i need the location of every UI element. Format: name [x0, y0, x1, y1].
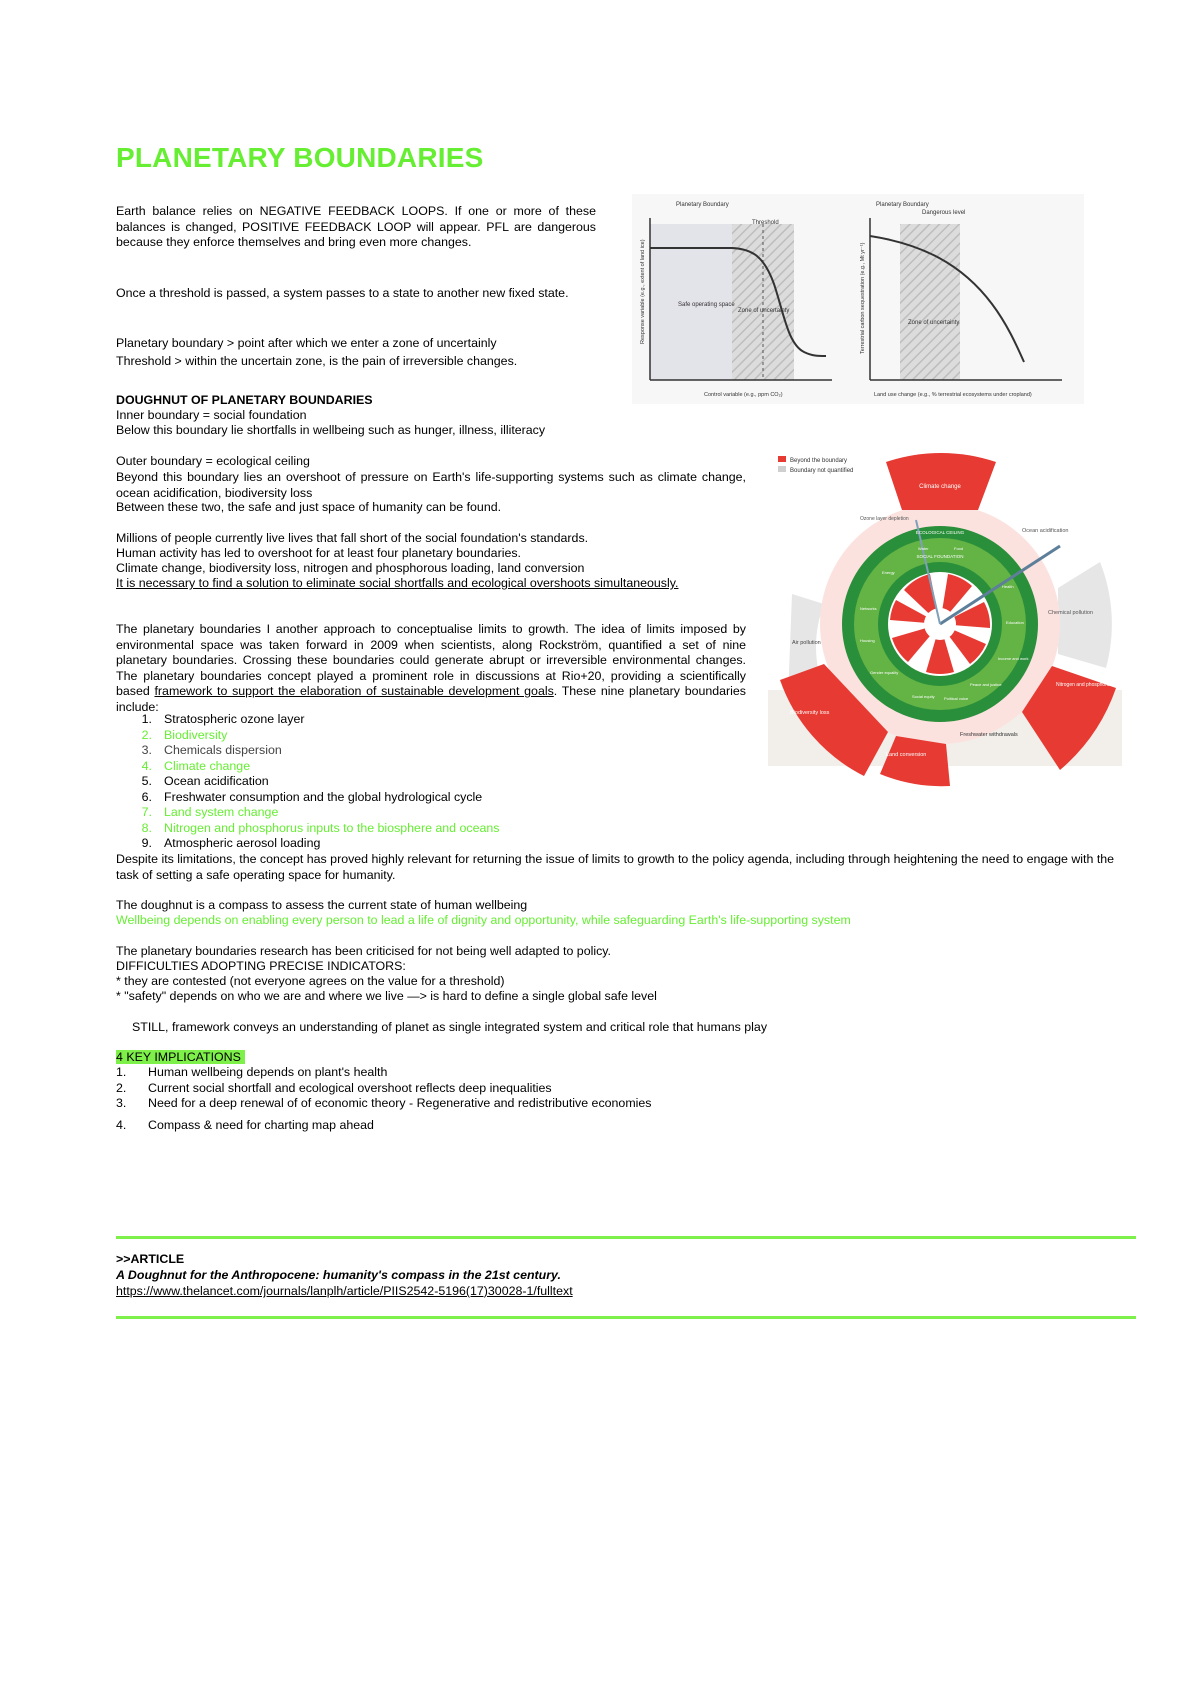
list-item: 3. Chemicals dispersion [141, 743, 282, 757]
implications-heading [116, 1050, 245, 1066]
pb-paragraph [116, 622, 746, 715]
millions-line-2: Human activity has led to overshoot for at least four planetary boundaries. [116, 546, 521, 560]
freshwater-label: Freshwater withdrawals [960, 732, 1018, 738]
list-item: 3. Need for a deep renewal of of economic theory - Regenerative and redistributive economies [116, 1096, 652, 1110]
implications-list [116, 1065, 1116, 1133]
doughnut-figure [768, 450, 1130, 766]
article-link[interactable]: https://www.thelancet.com/journals/lanplh/article/PIIS2542-5196(17)30028-1/fulltext [116, 1284, 573, 1298]
nitrogen-label: Nitrogen and phosphorus loading [1056, 682, 1130, 688]
inner-housing-label: Housing [860, 638, 875, 643]
still-statement: STILL, framework conveys an understanding of planet as single integrated system and critical role that humans play [132, 1020, 768, 1034]
article-label: >>ARTICLE [116, 1252, 185, 1266]
right-xlabel: Land use change (e.g., % terrestrial ecosystems under cropland) [874, 392, 1032, 398]
doughnut-heading: DOUGHNUT OF PLANETARY BOUNDARIES [116, 393, 373, 407]
right-zone-label: Zone of uncertainty [908, 320, 960, 326]
inner-food-label: Food [954, 546, 964, 551]
list-item: 4. Climate change [141, 758, 251, 773]
legend-beyond-label: Beyond the boundary [790, 458, 848, 464]
doughnut-line-5: Between these two, the safe and just space of humanity can be found. [116, 500, 502, 514]
biodiversity-loss-label: Biodiversity loss [790, 710, 830, 716]
article-bottom-rule [116, 1316, 1136, 1319]
doughnut-line-2: Below this boundary lie shortfalls in wellbeing such as hunger, illness, illiteracy [116, 423, 546, 437]
land-conversion-label: Land conversion [886, 752, 927, 758]
legend-not-quantified-label: Boundary not quantified [790, 468, 854, 474]
intro-paragraph-2: Once a threshold is passed, a system passes to a state to another new fixed state. [116, 286, 569, 300]
left-boundary-label: Planetary Boundary [676, 202, 729, 208]
doughnut-line-4: Beyond this boundary lies an overshoot of pressure on Earth's life-supporting systems such as climate change, ocean acidification, biodiversity loss [116, 470, 746, 500]
inner-equity-label: Social equity [912, 694, 935, 699]
inner-networks-label: Networks [860, 606, 877, 611]
list-item: 7. Land system change [141, 805, 279, 819]
list-item: 5. Ocean acidification [141, 774, 269, 788]
inner-income-label: Income and work [998, 656, 1029, 661]
criticised-line-4: * "safety" depends on who we are and where we live —> is hard to define a single global safe level [116, 989, 657, 1003]
chemical-pollution-label: Chemical pollution [1048, 610, 1093, 616]
pb-paragraph-tail: . These nine planetary boundaries include: [116, 684, 747, 714]
list-item: 1. Stratospheric ozone layer [141, 712, 305, 726]
page-title: PLANETARY BOUNDARIES [116, 142, 484, 173]
ocean-acidification-label: Ocean acidification [1022, 528, 1069, 534]
climate-change-label: Climate change [919, 484, 961, 490]
right-ylabel: Terrestrial carbon sequestration (e.g., Mt yr⁻¹) [860, 242, 866, 354]
boundaries-list [116, 712, 756, 852]
despite-paragraph: Despite its limitations, the concept has proved highly relevant for returning the issue of limits to growth to the policy agenda, including through heightening the need to engage with the task of setting a safe operating space for humanity. [116, 852, 1115, 882]
criticised-line-2: DIFFICULTIES ADOPTING PRECISE INDICATORS: [116, 959, 406, 973]
air-pollution-label: Air pollution [792, 640, 821, 646]
doughnut-line-3: Outer boundary = ecological ceiling [116, 454, 310, 468]
list-item: 6. Freshwater consumption and the global hydrological cycle [141, 789, 483, 804]
inner-energy-label: Energy [882, 570, 895, 575]
millions-line-3: Climate change, biodiversity loss, nitrogen and phosphorous loading, land conversion [116, 561, 585, 575]
intro-paragraph-3: Planetary boundary > point after which we enter a zone of uncertainly [116, 336, 497, 350]
right-uncertainty-zone [900, 224, 960, 380]
intro-paragraph-4: Threshold > within the uncertain zone, is the pain of irreversible changes. [116, 354, 518, 368]
inner-gender-label: Gender equality [870, 670, 899, 675]
inner-water-label: Water [918, 546, 929, 551]
inner-peace-label: Peace and justice [970, 682, 1002, 687]
article-title: A Doughnut for the Anthropocene: humanity's compass in the 21st century. [116, 1268, 561, 1282]
legend-grey-swatch [778, 466, 786, 472]
social-foundation-label: SOCIAL FOUNDATION [916, 554, 964, 559]
inner-education-label: Education [1006, 620, 1024, 625]
necessary-statement: It is necessary to find a solution to eliminate social shortfalls and ecological overshoots simultaneously. [116, 576, 679, 590]
article-top-rule [116, 1236, 1136, 1239]
list-item: 8. Nitrogen and phosphorus inputs to the biosphere and oceans [141, 820, 500, 835]
inner-political-label: Political voice [944, 696, 969, 701]
legend-red-swatch [778, 456, 786, 462]
list-item: 2. Current social shortfall and ecological overshoot reflects deep inequalities [116, 1080, 552, 1095]
framework-phrase: framework to support the elaboration of sustainable development goals [154, 684, 554, 698]
list-item: 1. Human wellbeing depends on plant's health [116, 1065, 388, 1079]
millions-line-1: Millions of people currently live lives that fall short of the social foundation's standards. [116, 531, 589, 545]
compass-statement: The doughnut is a compass to assess the current state of human wellbeing [116, 898, 528, 912]
left-zone-label: Zone of uncertainty [738, 308, 790, 314]
list-item: 4. Compass & need for charting map ahead [116, 1117, 374, 1132]
ozone-label: Ozone layer depletion [860, 516, 909, 522]
implications-heading-text: 4 KEY IMPLICATIONS [116, 1050, 245, 1064]
left-safe-label: Safe operating space [678, 302, 735, 308]
inner-health-label: Health [1002, 584, 1014, 589]
intro-paragraph-1: Earth balance relies on NEGATIVE FEEDBACK LOOPS. If one or more of these balances is changed, POSITIVE FEEDBACK LOOP will appear. PFL are dangerous because they enforce themselves and bring even more changes. [116, 204, 596, 249]
left-xlabel: Control variable (e.g., ppm CO₂) [704, 392, 783, 398]
ecological-ceiling-label: ECOLOGICAL CEILING [915, 530, 965, 535]
list-item: 2. Biodiversity [141, 727, 228, 742]
wellbeing-statement: Wellbeing depends on enabling every person to lead a life of dignity and opportunity, while safeguarding Earth's life-supporting system [116, 913, 851, 927]
threshold-figure [632, 194, 1084, 404]
doughnut-line-1: Inner boundary = social foundation [116, 408, 307, 422]
criticised-line-3: * they are contested (not everyone agrees on the value for a threshold) [116, 974, 505, 988]
climate-change-overshoot [886, 453, 996, 510]
right-boundary-label: Planetary Boundary [876, 202, 929, 208]
pb-paragraph-text: The planetary boundaries I another approach to conceptualise limits to growth. The idea of limits imposed by environmental space was taken forward in 2009 when scientists, along Rockström, quantified a set of nine planetary boundaries. Crossing these boundaries could generate abrupt or irreversible environmental changes. The planetary boundaries concept played a prominent role in discussions at Rio+20, providing a scientifically based [116, 622, 746, 698]
left-threshold-label: Threshold [752, 220, 779, 226]
criticised-line-1: The planetary boundaries research has been criticised for not being well adapted to policy. [116, 944, 612, 958]
left-ylabel: Response variable (e.g., extent of land ice) [640, 239, 646, 344]
right-danger-label: Dangerous level [922, 210, 966, 216]
list-item: 9. Atmospheric aerosol loading [141, 836, 321, 850]
